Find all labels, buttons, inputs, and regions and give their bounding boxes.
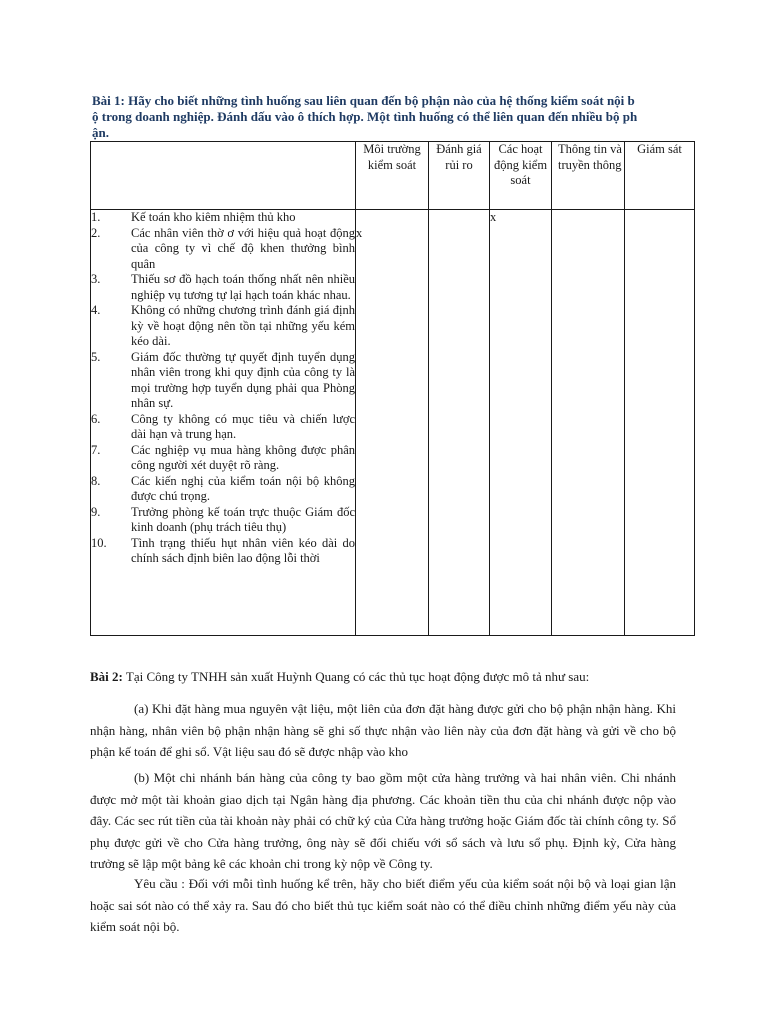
situation-item <box>91 536 355 567</box>
classification-mark <box>429 210 489 226</box>
classification-mark <box>490 412 551 443</box>
classification-mark <box>552 226 624 273</box>
situation-item <box>91 505 355 536</box>
situation-item <box>91 412 355 443</box>
classification-mark <box>625 350 694 412</box>
situation-item <box>91 350 355 412</box>
classification-mark <box>625 443 694 474</box>
classification-mark <box>429 474 489 505</box>
situation-text: Công ty không có mục tiêu và chiến lược dài hạn và trung hạn. <box>131 411 355 441</box>
mark-column-4 <box>552 210 625 636</box>
classification-mark <box>429 303 489 350</box>
situation-number: 10. <box>91 535 107 550</box>
classification-mark <box>490 505 551 536</box>
classification-mark <box>356 474 428 505</box>
classification-mark <box>429 412 489 443</box>
situation-item <box>91 272 355 303</box>
classification-mark: x <box>490 210 497 224</box>
classification-mark <box>552 474 624 505</box>
bai2-case-a: (a) Khi đặt hàng mua nguyên vật liệu, một liên của đơn đặt hàng được gửi cho bộ phận nhận hàng. Khi nhận hàng, nhân viên bộ phận nhận hàng sẽ ghi số thực nhận vào liên này của đơn đặt hàng và gửi về cho bộ phận kế toán để ghi sổ. Vật liệu sau đó sẽ được nhập vào kho <box>90 701 676 759</box>
situation-item <box>91 210 355 226</box>
situation-number: 5. <box>91 349 101 364</box>
classification-mark <box>429 443 489 474</box>
situation-number: 9. <box>91 504 101 519</box>
classification-mark: x <box>356 225 363 240</box>
situation-number: 8. <box>91 473 101 488</box>
situation-text: Các nhân viên thờ ơ với hiệu quả hoạt động của công ty vì chế độ khen thưởng bình quân <box>131 225 355 271</box>
mark-column-5 <box>625 210 695 636</box>
situation-text: Giám đốc thường tự quyết định tuyển dụng nhân viên trong khi quy định của công ty là mọi trường hợp tuyển dụng phải qua Phòng nhân sự. <box>131 349 355 410</box>
bai1-title-line-1: Bài 1: Hãy cho biết những tình huống sau liên quan đến bộ phận nào của hệ thống kiểm soát nội b <box>92 93 635 108</box>
classification-mark <box>625 303 694 350</box>
classification-mark <box>552 272 624 303</box>
header-col-5: Giám sát <box>625 142 695 210</box>
bai2-requirement: Yêu cầu : Đối với mỗi tình huống kể trên, hãy cho biết điểm yếu của kiểm soát nội bộ và loại gian lận hoặc sai sót nào có thể xảy ra. Sau đó cho biết thủ tục kiểm soát nào có thể điều chỉnh những điểm yếu này của kiểm soát nội bộ. <box>90 876 676 934</box>
situation-text: Các nghiệp vụ mua hàng không được phân công người xét duyệt rõ ràng. <box>131 442 355 472</box>
classification-mark <box>356 303 428 350</box>
classification-mark <box>490 272 551 303</box>
situation-number: 6. <box>91 411 101 426</box>
bai2-case-b: (b) Một chi nhánh bán hàng của công ty bao gồm một cửa hàng trưởng và hai nhân viên. Chi nhánh được mở một tài khoản giao dịch tại Ngân hàng địa phương. Các khoản tiền thu của chi nhánh được nộp vào đây. Các sec rút tiền của tài khoản này phải có chữ ký của Cửa hàng trưởng hoặc Giám đốc tài chính công ty. Sổ phụ được gửi về cho Cửa hàng trưởng, ông này sẽ đối chiếu với sổ sách và lưu sổ phụ. Định kỳ, Cửa hàng trưởng sẽ lập một bảng kê các khoản chi trong kỳ nộp về Công ty. <box>90 770 676 871</box>
header-situation <box>91 142 356 210</box>
situation-text: Các kiến nghị của kiểm toán nội bộ không được chú trọng. <box>131 473 355 503</box>
classification-mark <box>356 443 428 474</box>
classification-mark <box>552 210 624 226</box>
classification-mark <box>356 210 428 226</box>
classification-mark <box>490 536 551 567</box>
classification-mark <box>552 443 624 474</box>
situation-item <box>91 474 355 505</box>
classification-mark <box>356 505 428 536</box>
classification-mark <box>625 272 694 303</box>
situation-text: Trưởng phòng kế toán trực thuộc Giám đốc kinh doanh (phụ trách tiêu thụ) <box>131 504 355 534</box>
situation-number: 4. <box>91 303 101 317</box>
situation-item <box>91 226 355 273</box>
classification-mark <box>490 474 551 505</box>
classification-mark <box>625 474 694 505</box>
classification-mark <box>429 505 489 536</box>
situation-text: Kế toán kho kiêm nhiệm thủ kho <box>131 210 296 224</box>
control-classification-table <box>90 141 695 636</box>
classification-mark <box>625 536 694 567</box>
header-col-4: Thông tin và truyền thông <box>552 142 625 210</box>
header-col-2: Đánh giá rủi ro <box>429 142 490 210</box>
classification-mark <box>552 536 624 567</box>
classification-mark <box>356 272 428 303</box>
situation-number: 2. <box>91 225 101 240</box>
classification-mark <box>552 412 624 443</box>
classification-mark <box>490 350 551 412</box>
classification-mark <box>429 226 489 273</box>
classification-mark <box>552 505 624 536</box>
classification-mark <box>356 350 428 412</box>
situation-number: 1. <box>91 210 101 224</box>
header-col-3: Các hoạt động kiểm soát <box>490 142 552 210</box>
situations-list <box>91 210 356 636</box>
classification-mark <box>490 303 551 350</box>
classification-mark <box>429 350 489 412</box>
mark-column-2 <box>429 210 490 636</box>
header-col-1: Môi trường kiểm soát <box>356 142 429 210</box>
classification-mark <box>356 412 428 443</box>
classification-mark <box>429 272 489 303</box>
mark-column-1 <box>356 210 429 636</box>
bai2-intro <box>90 666 676 688</box>
classification-mark <box>552 350 624 412</box>
bai1-title <box>92 93 692 141</box>
situation-text: Thiếu sơ đồ hạch toán thống nhất nên nhiều nghiệp vụ tương tự lại hạch toán khác nhau. <box>131 272 355 302</box>
bai1-title-line-3: ận. <box>92 125 109 140</box>
classification-mark <box>625 412 694 443</box>
situation-item <box>91 443 355 474</box>
situation-item <box>91 303 355 350</box>
bai2-label: Bài 2: <box>90 669 123 684</box>
classification-mark <box>552 303 624 350</box>
bai1-title-line-2: ộ trong doanh nghiệp. Đánh dấu vào ô thích hợp. Một tình huống có thể liên quan đến nhiều bộ ph <box>92 109 638 124</box>
classification-mark <box>490 226 551 273</box>
situation-text: Tình trạng thiếu hụt nhân viên kéo dài do chính sách định biên lao động lỗi thời <box>131 535 355 565</box>
classification-mark <box>625 505 694 536</box>
situation-text: Không có những chương trình đánh giá định kỳ về hoạt động nên tồn tại những yếu kém kéo dài. <box>131 303 355 348</box>
bai2-intro-text: Tại Công ty TNHH sản xuất Huỳnh Quang có các thủ tục hoạt động được mô tả như sau: <box>125 669 590 684</box>
classification-mark <box>625 226 694 273</box>
situation-number: 7. <box>91 442 101 457</box>
mark-column-3 <box>490 210 552 636</box>
classification-mark <box>625 210 694 226</box>
classification-mark <box>356 536 428 567</box>
situation-number: 3. <box>91 272 101 286</box>
classification-mark <box>490 443 551 474</box>
classification-mark <box>429 536 489 567</box>
